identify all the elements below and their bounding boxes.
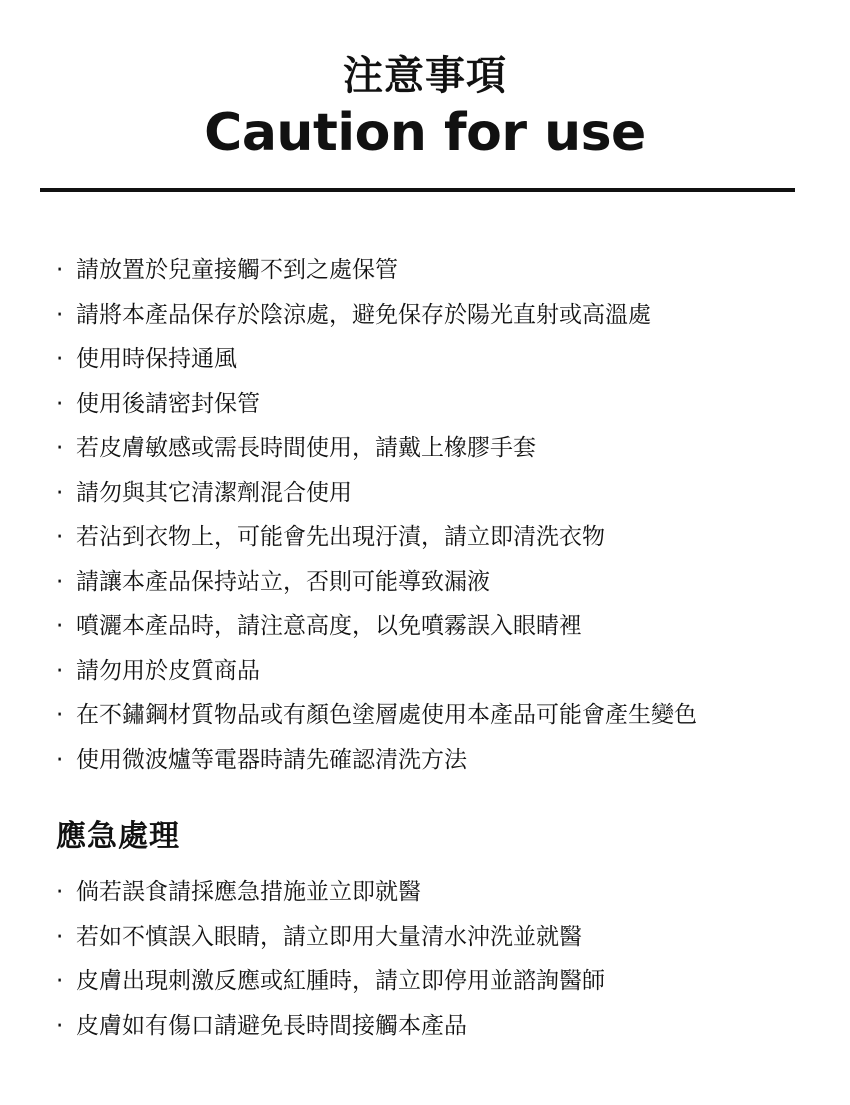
bullet-dot: · xyxy=(56,923,64,950)
list-item xyxy=(56,649,697,694)
emergency-list xyxy=(56,870,605,1048)
bullet-dot: · xyxy=(56,390,64,417)
list-item xyxy=(56,337,697,382)
precaution-text: 若沾到衣物上，可能會先出現汙漬，請立即清洗衣物 xyxy=(76,524,605,550)
emergency-text: 皮膚出現刺激反應或紅腫時，請立即停用並諮詢醫師 xyxy=(76,968,605,994)
precaution-text: 若皮膚敏感或需長時間使用，請戴上橡膠手套 xyxy=(76,435,536,461)
list-item xyxy=(56,471,697,516)
list-item xyxy=(56,293,697,338)
precaution-text: 噴灑本產品時，請注意高度，以免噴霧誤入眼睛裡 xyxy=(76,613,582,639)
title-divider xyxy=(40,188,795,192)
list-item xyxy=(56,915,605,960)
precaution-text: 請放置於兒童接觸不到之處保管 xyxy=(76,257,398,283)
bullet-dot: · xyxy=(56,968,64,994)
precaution-text: 請勿用於皮質商品 xyxy=(76,657,260,684)
precaution-text: 使用時保持通風 xyxy=(76,346,237,372)
bullet-dot: · xyxy=(56,746,64,773)
precaution-text: 使用微波爐等電器時請先確認清洗方法 xyxy=(76,746,467,773)
page-title-english: Caution for use xyxy=(204,103,646,163)
bullet-dot: · xyxy=(56,657,64,684)
list-item xyxy=(56,560,697,605)
precaution-text: 在不鏽鋼材質物品或有顏色塗層處使用本產品可能會產生變色 xyxy=(76,702,697,728)
precaution-text: 使用後請密封保管 xyxy=(76,390,260,417)
bullet-dot: · xyxy=(56,613,64,639)
emergency-text: 若如不慎誤入眼睛，請立即用大量清水沖洗並就醫 xyxy=(76,923,582,950)
bullet-dot: · xyxy=(56,257,64,283)
emergency-text: 皮膚如有傷口請避免長時間接觸本產品 xyxy=(76,1012,467,1039)
precaution-text: 請讓本產品保持站立，否則可能導致漏液 xyxy=(76,568,490,595)
bullet-dot: · xyxy=(56,346,64,372)
list-item xyxy=(56,426,697,471)
bullet-dot: · xyxy=(56,479,64,506)
precaution-text: 請將本產品保存於陰涼處，避免保存於陽光直射或高溫處 xyxy=(76,301,651,328)
list-item xyxy=(56,693,697,738)
list-item xyxy=(56,382,697,427)
page-title-chinese: 注意事項 xyxy=(343,53,507,99)
list-item xyxy=(56,870,605,915)
bullet-dot: · xyxy=(56,524,64,550)
precautions-list xyxy=(56,248,697,782)
bullet-dot: · xyxy=(56,702,64,728)
list-item xyxy=(56,248,697,293)
bullet-dot: · xyxy=(56,301,64,328)
list-item xyxy=(56,1004,605,1049)
list-item xyxy=(56,515,697,560)
list-item xyxy=(56,959,605,1004)
bullet-dot: · xyxy=(56,568,64,595)
bullet-dot: · xyxy=(56,435,64,461)
bullet-dot: · xyxy=(56,1012,64,1039)
list-item xyxy=(56,738,697,783)
emergency-text: 倘若誤食請採應急措施並立即就醫 xyxy=(76,879,421,905)
list-item xyxy=(56,604,697,649)
emergency-heading: 應急處理 xyxy=(56,819,180,854)
bullet-dot: · xyxy=(56,879,64,905)
precaution-text: 請勿與其它清潔劑混合使用 xyxy=(76,479,352,506)
